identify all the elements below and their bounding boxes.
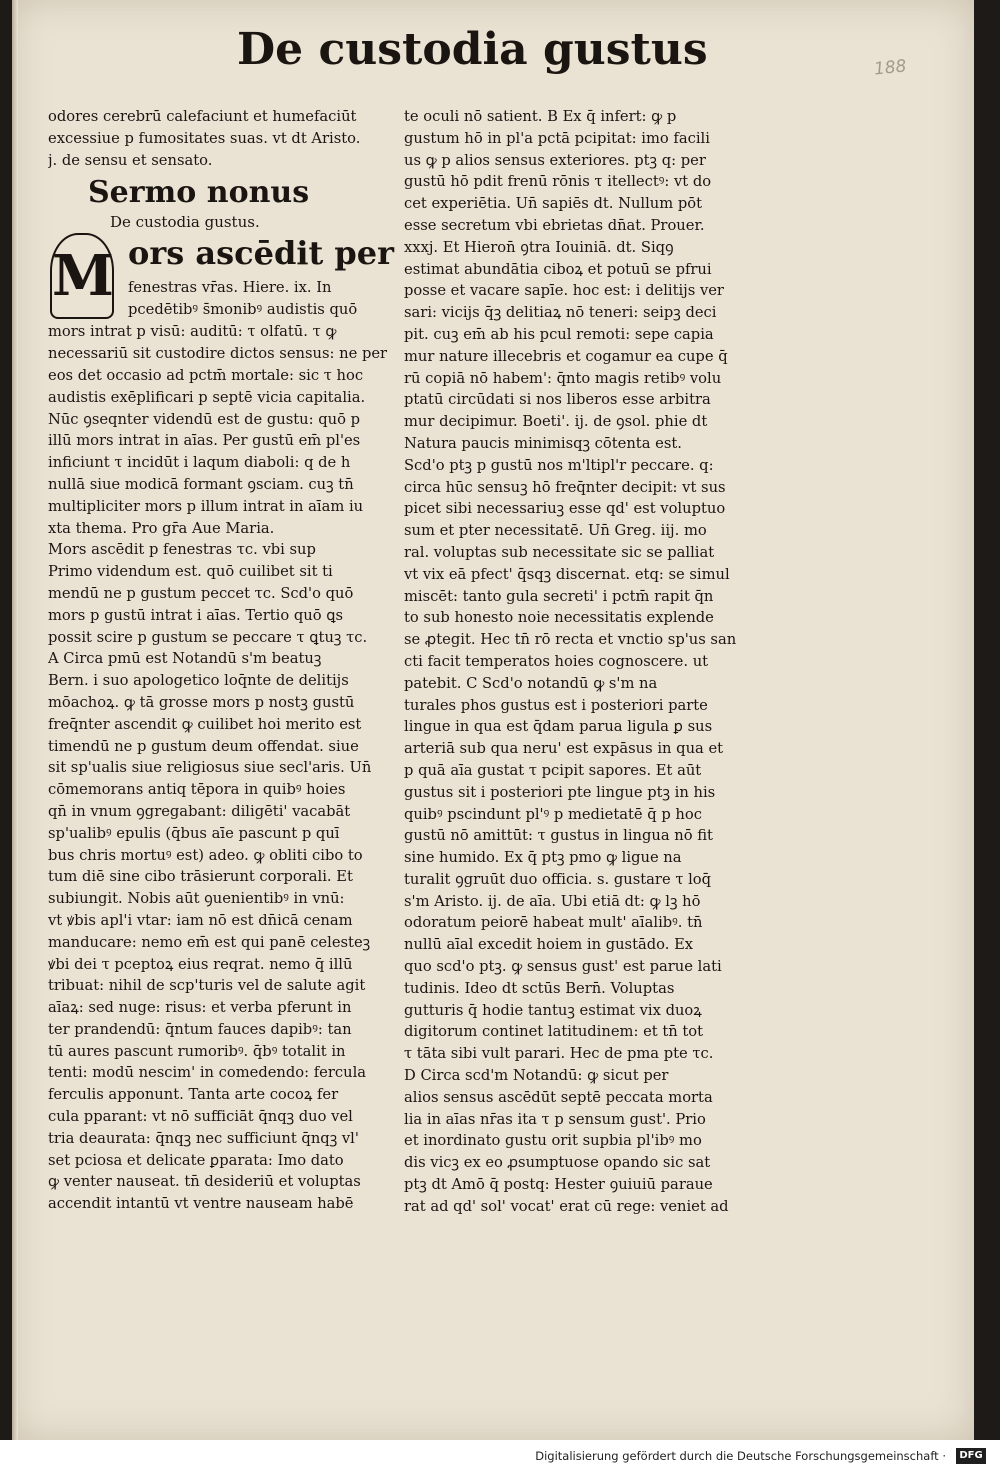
text-line: inficiunt τ incidūt i laqum diaboli: q de h	[48, 454, 351, 472]
text-line: quibꝰ pscindunt pl'ꝰ p medietatē q̄ p hoc	[404, 805, 702, 823]
text-line: odores cerebrū calefaciunt et humefaciūt	[48, 108, 357, 125]
text-line: nullū aīal excedit hoiem in gustādo. Ex	[404, 936, 694, 954]
text-line: posse et vacare sapīe. hoc est: i delitijs ver	[404, 282, 724, 300]
text-line: circa hūc sensuꝫ hō freq̄nter decipit: vt sus	[404, 478, 726, 496]
text-line: fenestras vr̄as. Hiere. ix. In	[128, 279, 332, 297]
text-line: nullā siue modicā formant ꝯsciam. cuꝫ tn̄	[48, 475, 354, 493]
text-line: accendit intantū vt ventre nauseam habē	[48, 1195, 354, 1213]
left-column-body	[48, 321, 388, 1215]
decorated-initial: M	[50, 233, 114, 319]
text-line: audistis exēplificari p septē vicia capitalia.	[48, 388, 366, 406]
text-line: eos det occasio ad pctm̄ mortale: sic τ hoc	[48, 366, 364, 384]
digitization-footer	[0, 1440, 1000, 1473]
text-line: gutturis q̄ hodie tantuꝫ estimat vix duoꝝ	[404, 1001, 702, 1019]
text-line: vt vix eā pfect' q̄sqꝫ discernat. etq: se simul	[404, 565, 730, 583]
text-line: mur decipimur. Boeti'. ij. de ꝯsol. phie dt	[404, 413, 708, 431]
text-line: qn̄ in vnum ꝯgregabant: diligēti' vacabāt	[48, 802, 351, 820]
text-line: Mors ascēdit p fenestras τc. vbi sup	[48, 541, 316, 559]
text-line: rū copiā nō habem': q̄nto magis retibꝰ volu	[404, 369, 722, 387]
text-line: Natura paucis minimisqꝫ cōtenta est.	[404, 434, 682, 452]
text-line: lia in aīas nr̄as ita τ p sensum gust'. Prio	[404, 1110, 706, 1128]
text-line: s'm Aristo. ij. de aīa. Ubi etiā dt: ꝙ lꝫ hō	[404, 892, 701, 910]
text-line: A Circa pmū est Notandū s'm beatuꝫ	[48, 650, 322, 668]
text-line: mors intrat p visū: auditū: τ olfatū. τ ꝙ	[48, 323, 337, 341]
text-line: sine humido. Ex q̄ ptꝫ pmo ꝙ ligue na	[404, 849, 682, 867]
text-line: necessariū sit custodire dictos sensus: ne per	[48, 345, 388, 363]
left-column-top-lines	[48, 106, 388, 171]
text-line: picet sibi necessariuꝫ esse qd' est voluptuo	[404, 500, 726, 518]
text-line: alios sensus ascēdūt septē peccata morta	[404, 1088, 713, 1106]
text-line: sp'ualibꝰ epulis (q̄bus aīe pascunt p quī	[48, 824, 340, 842]
funding-credit: Digitalisierung gefördert durch die Deutsche Forschungsgemeinschaft ·	[535, 1449, 946, 1463]
text-line: mur nature illecebris et cogamur ea cupe q̄	[404, 347, 728, 365]
text-line: D Circa scd'm Notandū: ꝙ sicut per	[404, 1067, 669, 1085]
incipit-text: ors ascēdit per	[128, 234, 394, 273]
text-line: ral. voluptas sub necessitate sic se palliat	[404, 543, 715, 561]
text-line: xxxj. Et Hieron̄ ꝯtra Iouiniā. dt. Siqꝯ	[404, 238, 674, 256]
sermon-title: Sermo nonus	[88, 175, 310, 211]
text-line: excessiue p fumositates suas. vt dt Aristo.	[48, 129, 361, 147]
text-line: pit. cuꝫ em̄ ab his pcul remoti: sepe capia	[404, 325, 714, 343]
text-line: digitorum continet latitudinem: et tn̄ tot	[404, 1023, 704, 1041]
text-line: gustus sit i posteriori pte lingue ptꝫ in his	[404, 783, 716, 801]
text-line: us ꝙ p alios sensus exteriores. ptꝫ q: per	[404, 151, 706, 169]
running-head: De custodia gustus	[237, 24, 708, 75]
folio-number: 188	[873, 56, 908, 80]
text-line: cet experiētia. Un̄ sapiēs dt. Nullum pōt	[404, 195, 703, 213]
text-line: arteriā sub qua neru' est expāsus in qua et	[404, 740, 724, 758]
text-line: manducare: nemo em̄ est qui panē celesteꝫ	[48, 933, 371, 951]
text-line: freq̄nter ascendit ꝙ cuilibet hoi merito est	[48, 715, 362, 733]
left-column	[48, 106, 394, 1215]
text-line: se ꝓtegit. Hec tn̄ rō recta et vnctio sp'us san	[404, 631, 737, 649]
right-column	[404, 106, 739, 1218]
text-line: subiungit. Nobis aūt ꝯuenientibꝰ in vnū:	[48, 890, 345, 908]
text-line: tribuat: nihil de scp'turis vel de salute agit	[48, 977, 366, 995]
incipit-lines	[128, 277, 388, 321]
text-line: to sub honesto noie necessitatis explende	[404, 609, 714, 627]
text-line: Primo videndum est. quō cuilibet sit ti	[48, 563, 333, 581]
text-line: sari: vicijs q̄ꝫ delitiaꝝ nō teneri: seipꝫ deci	[404, 304, 717, 322]
text-line: Bern. i suo apologetico loq̄nte de delitijs	[48, 672, 349, 690]
text-line: ter prandendū: q̄ntum fauces dapibꝰ: tan	[48, 1020, 352, 1038]
sermon-incipit	[48, 233, 394, 321]
dfg-logo: DFG	[956, 1448, 986, 1464]
text-line: estimat abundātia ciboꝝ et potuū se pfrui	[404, 260, 712, 278]
text-line: cōmemorans antiq tēpora in quibꝰ hoies	[48, 781, 346, 799]
text-line: mendū ne p gustum peccet τc. Scd'o quō	[48, 584, 354, 602]
text-line: tum diē sine cibo trāsierunt corporali. Et	[48, 868, 353, 886]
text-line: quo scd'o ptꝫ. ꝙ sensus gust' est parue lati	[404, 958, 722, 976]
text-line: ꝟbi dei τ pceptoꝝ eius reqrat. nemo q̄ illū	[48, 955, 353, 973]
text-line: ptatū circūdati si nos liberos esse arbitra	[404, 391, 711, 409]
text-line: dis vicꝫ ex eo ꝓsumptuose opando sic sat	[404, 1154, 711, 1172]
text-line: aīaꝝ: sed nuge: risus: et verba pferunt in	[48, 999, 352, 1017]
text-line: possit scire p gustum se peccare τ ꝗtuꝫ τc.	[48, 628, 368, 646]
text-line: Nūc ꝯseqnter videndū est de gustu: quō p	[48, 410, 360, 428]
text-line: gustū hō pdit frenū rōnis τ itellectꝰ: vt do	[404, 173, 712, 191]
text-line: mōachoꝝ. ꝙ tā grosse mors p nostꝫ gustū	[48, 693, 355, 711]
text-line: tenti: modū nescim' in comedendo: fercula	[48, 1064, 367, 1082]
text-line: te oculi nō satient. B Ex q̄ infert: ꝙ p	[404, 108, 677, 125]
text-line: multipliciter mors p illum intrat in aīam iu	[48, 497, 364, 515]
text-line: tria deaurata: q̄nqꝫ nec sufficiunt q̄nqꝫ vl'	[48, 1129, 359, 1147]
text-line: ferculis apponunt. Tanta arte cocoꝝ fer	[48, 1086, 339, 1104]
text-line: miscēt: tanto gula secreti' i pctm̄ rapit q̄n	[404, 587, 714, 605]
text-line: Scd'o ptꝫ p gustū nos m'ltipl'r peccare. q:	[404, 456, 714, 474]
text-line: cula pparant: vt nō sufficiāt q̄nqꝫ duo vel	[48, 1108, 353, 1126]
text-line: gustum hō in pl'a pctā pcipitat: imo facili	[404, 129, 710, 147]
text-line: esse secretum vbi ebrietas dn̄at. Prouer.	[404, 216, 705, 234]
text-line: patebit. C Scd'o notandū ꝙ s'm na	[404, 674, 658, 692]
text-line: cti facit temperatos hoies cognoscere. ut	[404, 652, 709, 670]
text-line: turalit ꝯgruūt duo officia. s. gustare τ loq̄	[404, 870, 712, 888]
right-column-body	[404, 106, 739, 1218]
text-line: gustū nō amittūt: τ gustus in lingua nō fit	[404, 827, 713, 845]
text-line: sum et pter necessitatē. Un̄ Greg. iij. mo	[404, 522, 707, 540]
book-page	[12, 0, 974, 1440]
text-line: rat ad qd' sol' vocat' erat cū rege: veniet ad	[404, 1197, 729, 1215]
text-line: vt ꝟbis apl'i vtar: iam nō est dn̄icā cenam	[48, 911, 353, 929]
text-line: lingue in qua est q̄dam parua ligula ꝑ sus	[404, 718, 713, 736]
text-line: et inordinato gustu orit supbia pl'ibꝰ mo	[404, 1132, 702, 1150]
text-line: sit sp'ualis siue religiosus siue secl'aris. Un̄	[48, 759, 372, 777]
text-line: timendū ne p gustum deum offendat. siue	[48, 737, 359, 755]
text-line: tudinis. Ideo dt sctūs Bern̄. Voluptas	[404, 979, 675, 997]
text-line: τ tāta sibi vult parari. Hec de pma pte τc.	[404, 1045, 714, 1063]
text-line: ptꝫ dt Amō q̄ postq: Hester ꝯuiuiū paraue	[404, 1176, 713, 1194]
text-line: bus chris mortuꝰ est) adeo. ꝙ obliti cibo to	[48, 846, 363, 864]
text-line: xta thema. Pro gr̄a Aue Maria.	[48, 519, 275, 537]
text-line: odoratum peiorē habeat mult' aīalibꝰ. tn̄	[404, 914, 703, 932]
text-line: mors p gustū intrat i aīas. Tertio quō ꝗs	[48, 606, 344, 624]
text-line: set pciosa et delicate ꝑparata: Imo dato	[48, 1151, 344, 1169]
text-line: pcedētibꝰ s̄monibꝰ audistis quō	[128, 301, 358, 319]
sermon-subtitle: De custodia gustus.	[110, 213, 260, 232]
page-gutter-edge	[12, 0, 18, 1440]
text-line: turales phos gustus est i posteriori parte	[404, 696, 708, 714]
text-line: p quā aīa gustat τ pcipit sapores. Et aūt	[404, 761, 702, 779]
text-line: j. de sensu et sensato.	[48, 151, 213, 169]
text-line: tū aures pascunt rumoribꝰ. q̄bꝰ totalit in	[48, 1042, 346, 1060]
text-line: illū mors intrat in aīas. Per gustū em̄ pl'es	[48, 432, 361, 450]
text-line: ꝙ venter nauseat. tn̄ desideriū et voluptas	[48, 1173, 361, 1191]
